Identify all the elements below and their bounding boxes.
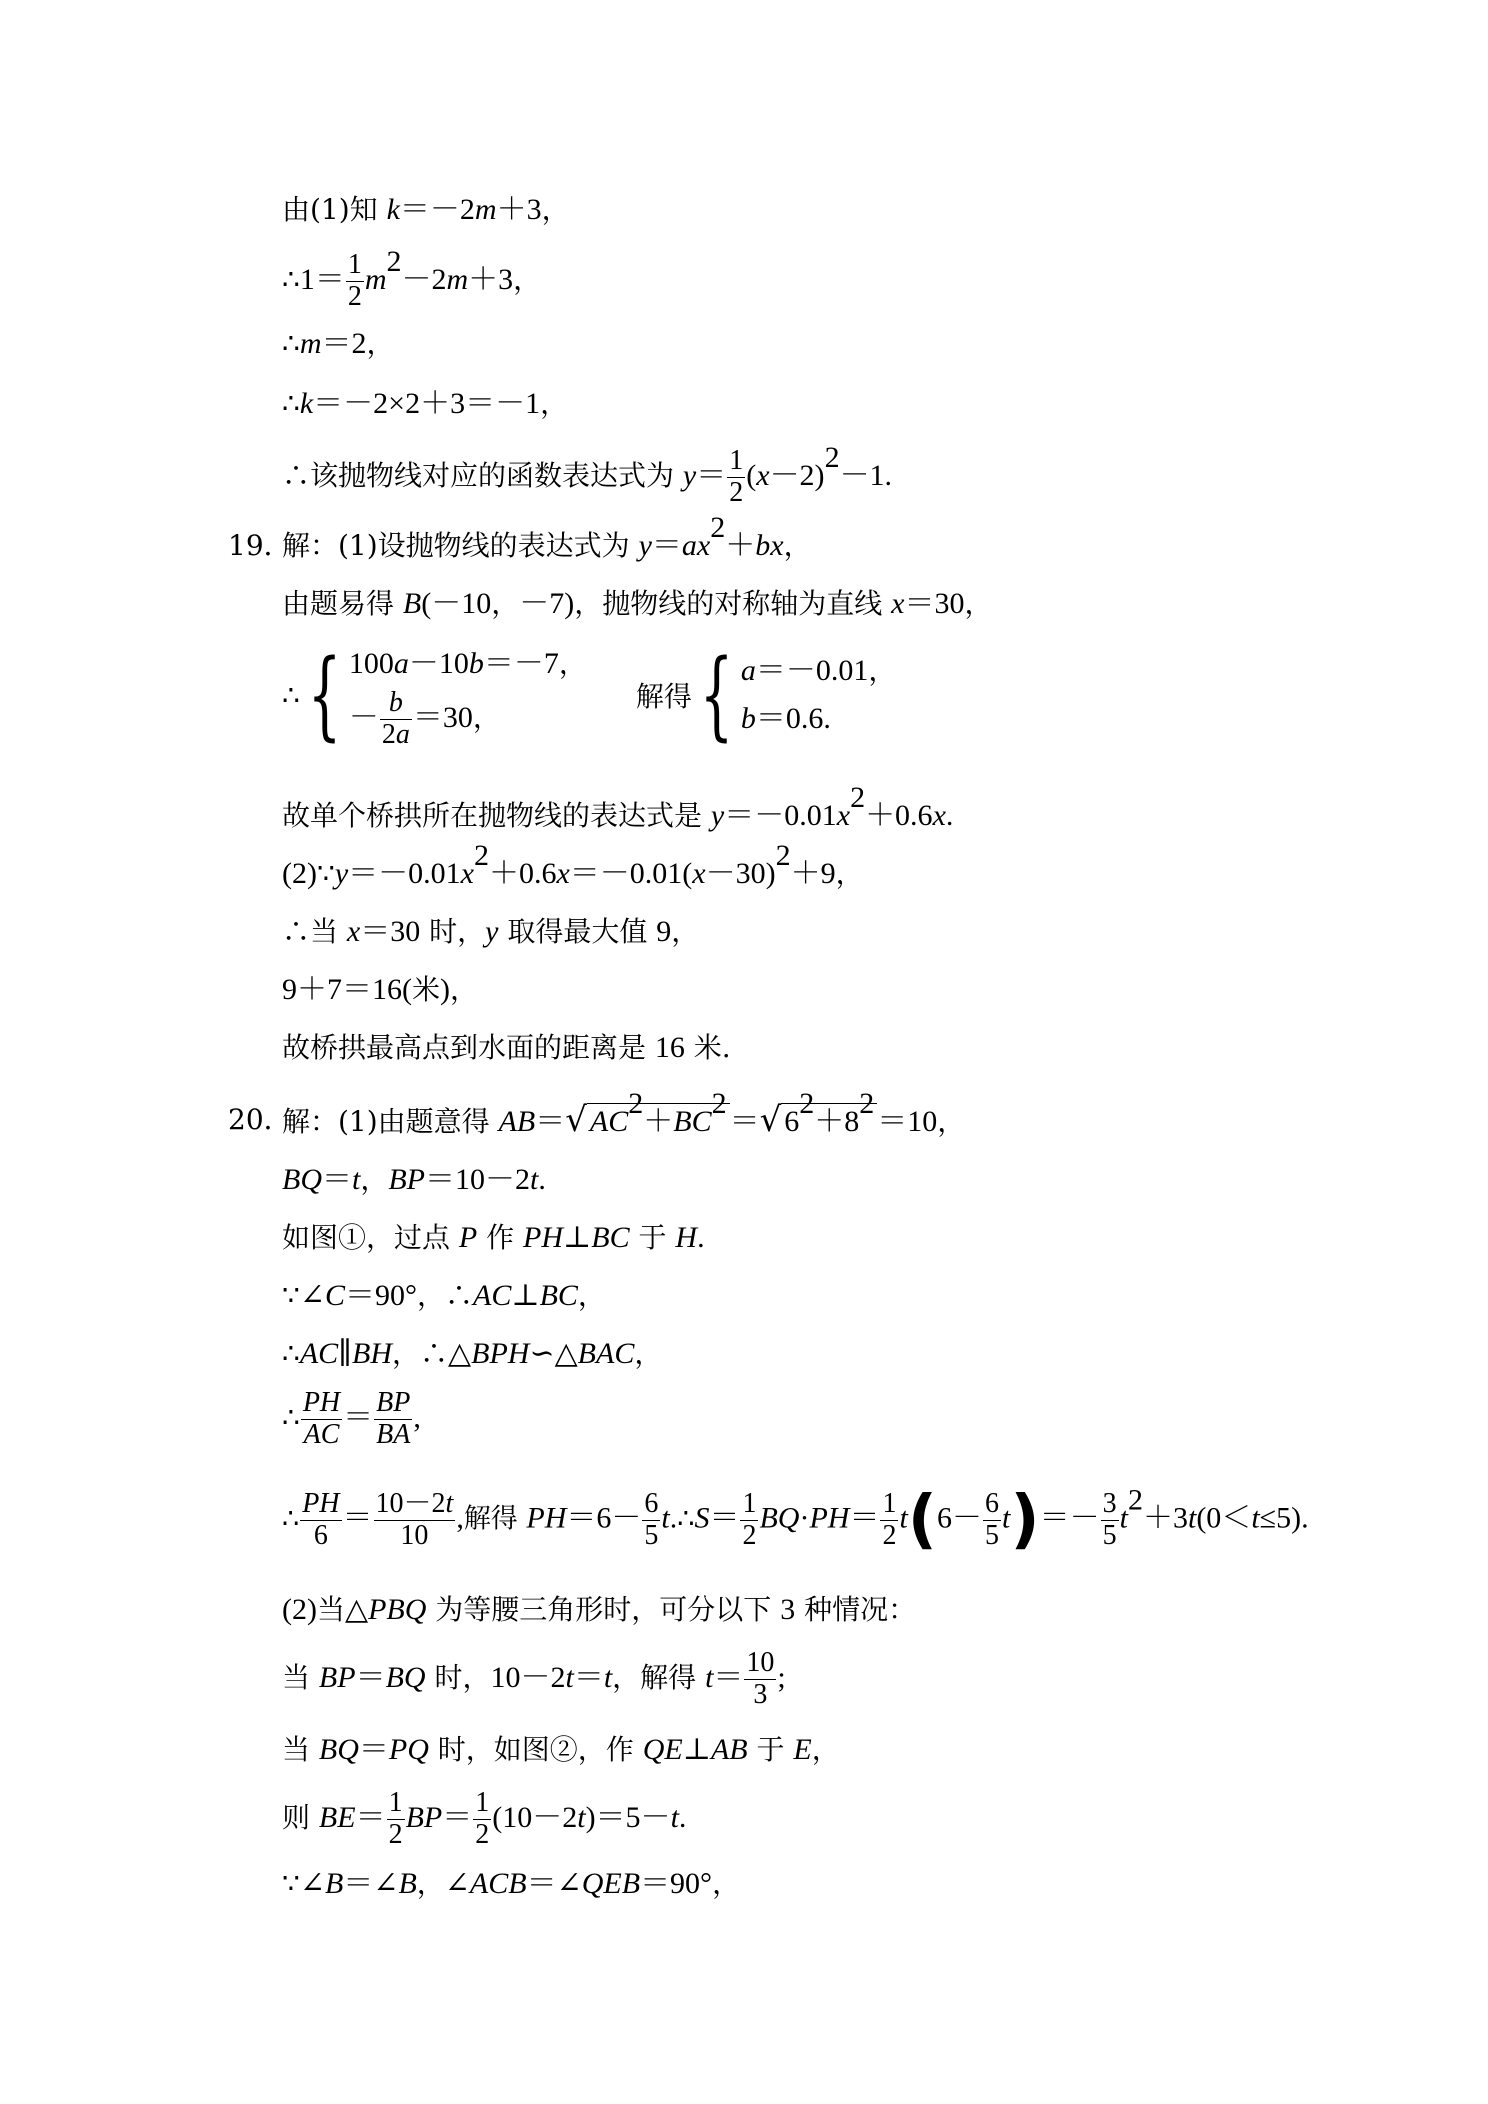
q20-line-10: 当 BQ＝PQ 时，如图②，作 QE⊥AB 于 E， [282, 1733, 840, 1766]
q19-line-1: 解：(1)设抛物线的表达式为 $y=ax^2+bx$， [282, 511, 812, 562]
q20-line-4: ∵∠C＝90°，∴AC⊥BC， [282, 1279, 606, 1312]
q20-line-9: 当 BP＝BQ 时，10－2t＝t，解得 t＝ $\frac{10}{3}$ ; [282, 1647, 786, 1710]
q20-line-3: 如图①，过点 P 作 PH⊥BC 于 H. [282, 1221, 705, 1254]
q19-line-5: $(2)\because y=-0.01x^2+0.6x=-0.01(x-30)^2+9$， [282, 839, 864, 890]
q20-line-5: ∴AC∥BH，∴△BPH∽△BAC， [282, 1337, 663, 1370]
line-l2: ∴1＝ $\frac{1}{2}$ $m^2-2m+3$， [282, 244, 542, 312]
q20-line-12: ∵∠B＝∠B，∠ACB＝∠QEB＝90°， [282, 1867, 741, 1900]
q20-line-7: ∴ $\frac{PH}{6}$ ＝ $\frac{10-2t}{10}$ ,解得 PH＝6－ $\frac{6}{5}$ t.∴S＝ $\frac{1}{2}$ BQ·PH＝ $\frac{1}{2}$ t(6－ $\frac{6}{5}$ t)＝－ $\frac{3}{5}$ $t^2+3t(0<t\le 5)$. [282, 1483, 1309, 1557]
line-l1: 由(1)知 k＝－2m＋3， [282, 193, 570, 226]
q20-line-1: 解：(1)由题意得 AB＝√ $AC^2+BC^2=√$ $6^2+8^2=10$， [282, 1087, 966, 1140]
q19-line-2: 由题易得 B(－10，－7)，抛物线的对称轴为直线 x＝30， [282, 587, 993, 620]
line-l4: ∴k＝－2×2＋3＝－1， [282, 387, 569, 420]
q20-line-8: (2)当△PBQ 为等腰三角形时，可分以下 3 种情况： [282, 1593, 917, 1626]
q19-line-6: ∴当 x＝30 时，y 取得最大值 9， [282, 915, 700, 948]
question-19-number: 19． [228, 529, 292, 562]
question-20-number: 20． [228, 1103, 292, 1136]
q20-line-6: ∴ $\frac{PH}{AC}$ ＝ $\frac{BP}{BA}$ , [282, 1387, 421, 1450]
q20-line-11: 则 BE＝ $\frac{1}{2}$ BP＝ $\frac{1}{2}$ (10－2t)＝5－t. [282, 1787, 687, 1850]
q19-line-3: ∴{ 100a－10b＝－7， － $\frac{b}{2a}$ ＝30， 解得{ a＝－0.01， b＝0.6. [282, 639, 897, 752]
q20-line-2: BQ＝t，BP＝10－2t. [282, 1163, 546, 1196]
q19-line-7: 9＋7＝16(米)， [282, 973, 479, 1006]
q19-line-4: 故单个桥拱所在抛物线的表达式是 $y=-0.01x^2+0.6x$. [282, 781, 954, 832]
line-l3: ∴m＝2， [282, 327, 395, 360]
line-l5: ∴该抛物线对应的函数表达式为 y＝ $\frac{1}{2}$ $(x-2)^2-1$. [282, 440, 893, 508]
q19-line-8: 故桥拱最高点到水面的距离是 16 米. [282, 1031, 731, 1064]
